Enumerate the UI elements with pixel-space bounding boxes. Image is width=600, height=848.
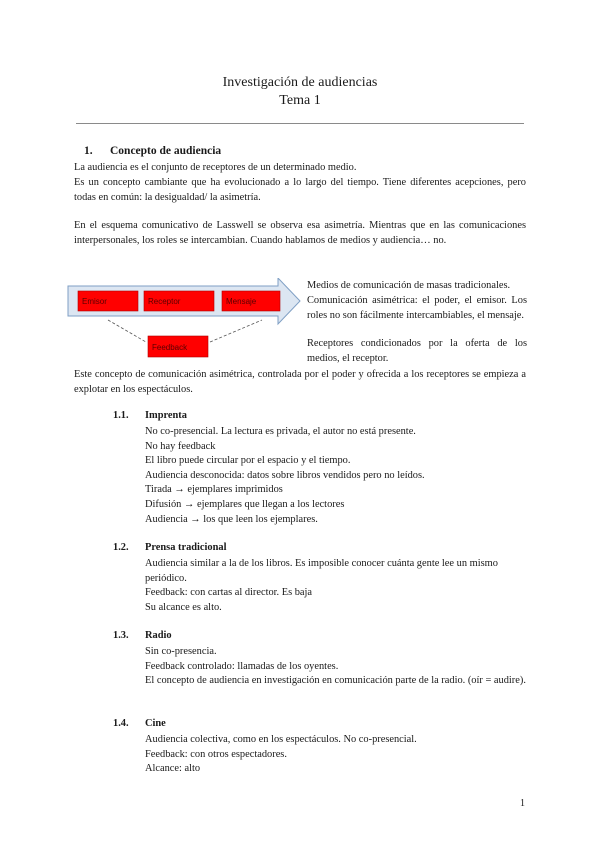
list-item: Audiencia similar a la de los libros. Es imposible conocer cuánta gente lee un mismo periódico. bbox=[145, 558, 498, 584]
subsection-title: Imprenta bbox=[145, 410, 187, 421]
subsection-number: 1.2. bbox=[113, 542, 129, 553]
diagram-svg bbox=[64, 278, 304, 364]
side-note-media: Medios de comunicación de masas tradicionales. bbox=[307, 280, 511, 291]
header-divider bbox=[76, 123, 524, 124]
paragraph-concept: Es un concepto cambiante que ha evolucionado a lo largo del tiempo. Tiene diferentes acepciones, pero todas en común: la desigualdad/ la asimetría. bbox=[74, 177, 526, 203]
subsection-heading-prensa bbox=[113, 542, 227, 553]
subsection-number: 1.1. bbox=[113, 410, 129, 421]
feedback-arrow-right bbox=[210, 320, 262, 342]
list-item: Audiencia desconocida: datos sobre libros vendidos pero no leídos. bbox=[145, 469, 425, 481]
section-number: 1. bbox=[84, 145, 93, 157]
list-item: Alcance: alto bbox=[145, 763, 201, 775]
mensaje-label: Mensaje bbox=[226, 297, 257, 306]
subsection-list-imprenta bbox=[145, 425, 527, 527]
subsection-list-prensa bbox=[145, 557, 527, 615]
emisor-label: Emisor bbox=[82, 297, 107, 306]
document-subtitle: Tema 1 bbox=[279, 93, 321, 108]
side-note-asymmetric: Comunicación asimétrica: el poder, el emisor. Los roles no son fácilmente intercambiables, el mensaje. bbox=[307, 295, 527, 321]
section-heading bbox=[84, 145, 221, 157]
subsection-list-cine bbox=[145, 733, 527, 777]
paragraph-definition: La audiencia es el conjunto de receptores de un determinado medio. bbox=[74, 162, 357, 173]
feedback-label: Feedback bbox=[152, 343, 188, 352]
list-item: Sin co-presencia. bbox=[145, 646, 217, 657]
receptor-label: Receptor bbox=[148, 297, 181, 306]
section-title: Concepto de audiencia bbox=[110, 145, 222, 157]
list-item: No hay feedback bbox=[145, 440, 216, 452]
list-item: Audiencia → los que leen los ejemplares. bbox=[145, 513, 318, 525]
list-item: Feedback controlado: llamadas de los oyentes. bbox=[145, 660, 339, 672]
list-item: Su alcance es alto. bbox=[145, 601, 222, 613]
list-item: El concepto de audiencia en investigación en comunicación parte de la radio. (oír = audire). bbox=[145, 675, 526, 687]
list-item: No co-presencial. La lectura es privada, el autor no está presente. bbox=[145, 426, 416, 437]
subsection-title: Radio bbox=[145, 630, 172, 641]
feedback-arrow-left bbox=[108, 320, 146, 342]
subsection-title: Cine bbox=[145, 718, 166, 729]
subsection-heading-radio bbox=[113, 630, 172, 641]
subsection-number: 1.3. bbox=[113, 630, 129, 641]
side-note-receivers: Receptores condicionados por la oferta de los medios, el receptor. bbox=[307, 338, 527, 364]
subsection-list-radio bbox=[145, 645, 527, 689]
list-item: El libro puede circular por el espacio y el tiempo. bbox=[145, 455, 351, 467]
list-item: Feedback: con otros espectadores. bbox=[145, 748, 287, 760]
list-item: Difusión → ejemplares que llegan a los lectores bbox=[145, 498, 345, 510]
list-item: Feedback: con cartas al director. Es baja bbox=[145, 587, 313, 599]
document-title: Investigación de audiencias bbox=[222, 75, 378, 90]
page-number: 1 bbox=[520, 798, 525, 809]
list-item: Tirada → ejemplares imprimidos bbox=[145, 484, 283, 496]
paragraph-lasswell: En el esquema comunicativo de Lasswell se observa esa asimetría. Mientras que en las comunicaciones interpersonales, los roles se intercambian. Cuando hablamos de medios y audiencia… no. bbox=[74, 220, 526, 246]
lasswell-diagram bbox=[64, 278, 304, 364]
subsection-heading-imprenta bbox=[113, 410, 187, 421]
subsection-heading-cine bbox=[113, 718, 166, 729]
subsection-title: Prensa tradicional bbox=[145, 542, 227, 553]
paragraph-spectacles: Este concepto de comunicación asimétrica, controlada por el poder y ofrecida a los receptores se empieza a explotar en los espectáculos. bbox=[74, 369, 526, 395]
list-item: Audiencia colectiva, como en los espectáculos. No co-presencial. bbox=[145, 734, 417, 745]
subsection-number: 1.4. bbox=[113, 718, 129, 729]
